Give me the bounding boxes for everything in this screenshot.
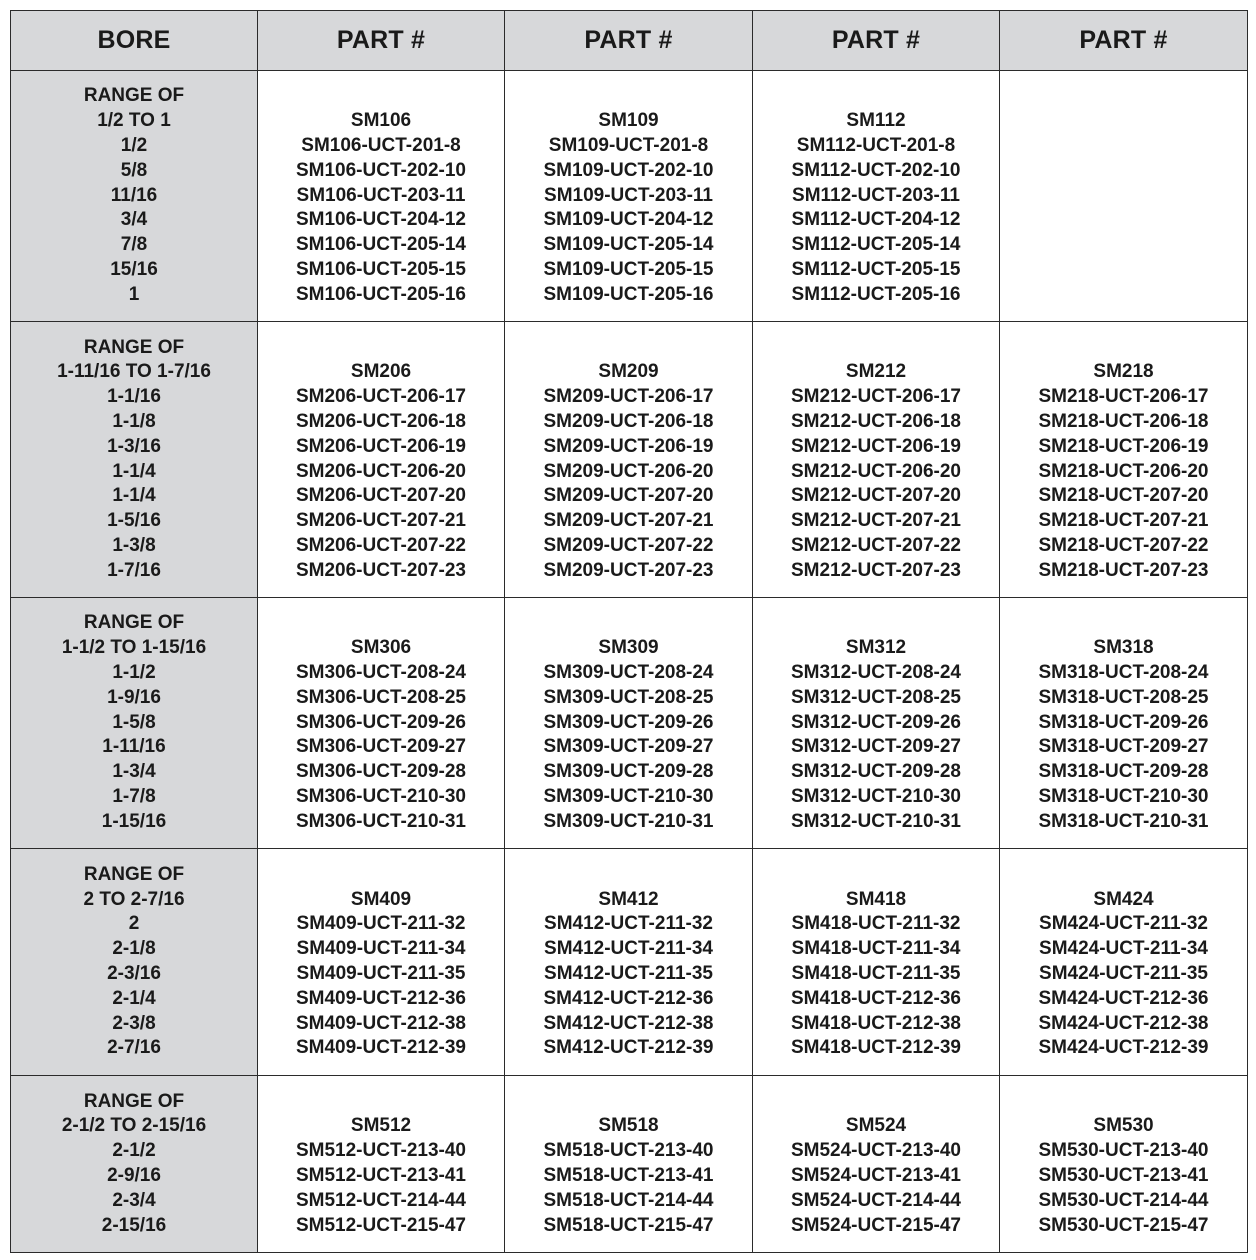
part-number: SM306-UCT-209-27 [295, 736, 467, 758]
bore-size: 11/16 [110, 184, 158, 206]
bore-size: 2 [128, 913, 140, 935]
part-number: SM312-UCT-210-30 [790, 785, 962, 807]
part-cell [258, 1076, 505, 1253]
bore-cell [11, 71, 258, 322]
bore-cell [11, 322, 258, 598]
range-label: RANGE OF [83, 1090, 185, 1112]
header-row [11, 11, 1248, 71]
part-cell [753, 598, 1000, 849]
part-number: SM518-UCT-215-47 [543, 1214, 714, 1236]
part-number: SM306-UCT-208-25 [295, 686, 467, 708]
part-number: SM424-UCT-211-34 [1039, 938, 1208, 960]
part-cell [258, 849, 505, 1076]
part-number: SM112-UCT-205-15 [791, 258, 961, 280]
part-number: SM424-UCT-211-32 [1039, 913, 1208, 935]
part-number: SM312-UCT-210-31 [790, 810, 962, 832]
part-number: SM409-UCT-211-32 [296, 913, 466, 935]
part-number: SM212-UCT-206-20 [790, 460, 962, 482]
bore-size: 1-15/16 [101, 810, 167, 832]
series-name: SM418 [845, 888, 907, 910]
part-number: SM412-UCT-212-38 [543, 1012, 714, 1034]
bore-size: 1-1/8 [112, 410, 156, 432]
header-part-1: PART # [258, 11, 505, 71]
bore-size: 2-15/16 [101, 1214, 167, 1236]
part-number: SM424-UCT-212-39 [1038, 1037, 1209, 1059]
part-number: SM424-UCT-212-38 [1038, 1012, 1209, 1034]
part-number: SM309-UCT-209-27 [543, 736, 714, 758]
header-part-2: PART # [505, 11, 753, 71]
bore-size: 2-3/4 [112, 1189, 156, 1211]
bore-size: 2-9/16 [107, 1165, 161, 1186]
series-name: SM524 [845, 1115, 907, 1137]
header-part-4: PART # [1000, 11, 1248, 71]
part-number: SM218-UCT-207-20 [1038, 485, 1209, 507]
part-number: SM424-UCT-211-35 [1039, 963, 1208, 984]
part-number: SM206-UCT-206-18 [295, 410, 467, 432]
part-number: SM512-UCT-213-40 [295, 1140, 467, 1162]
header-bore: BORE [11, 11, 258, 71]
range-label: RANGE OF [83, 612, 185, 634]
part-number: SM318-UCT-209-26 [1038, 711, 1209, 733]
series-name: SM206 [350, 361, 412, 383]
part-number: SM512-UCT-214-44 [295, 1189, 467, 1211]
table-row [11, 1076, 1248, 1253]
part-number: SM312-UCT-208-25 [790, 686, 962, 708]
part-number: SM106-UCT-202-10 [295, 159, 467, 181]
part-number: SM206-UCT-206-19 [295, 435, 467, 457]
series-name: SM218 [1093, 361, 1154, 383]
part-number: SM418-UCT-212-38 [790, 1012, 962, 1034]
part-number: SM530-UCT-213-40 [1038, 1140, 1209, 1162]
bore-size: 2-1/8 [112, 938, 156, 960]
series-name: SM409 [350, 888, 412, 910]
part-number: SM212-UCT-206-17 [790, 386, 962, 408]
part-number: SM109-UCT-203-11 [544, 184, 713, 206]
part-number: SM524-UCT-215-47 [790, 1214, 962, 1236]
part-number: SM106-UCT-201-8 [301, 135, 461, 156]
part-number: SM530-UCT-213-41 [1038, 1165, 1209, 1186]
part-cell [1000, 849, 1248, 1076]
part-number: SM106-UCT-205-14 [295, 234, 467, 256]
part-number: SM518-UCT-213-40 [543, 1140, 714, 1162]
part-number: SM218-UCT-207-23 [1038, 559, 1209, 581]
part-number: SM209-UCT-206-19 [543, 435, 714, 457]
series-name: SM312 [845, 637, 907, 659]
range-span: 1-11/16 TO 1-7/16 [57, 361, 211, 383]
part-number: SM112-UCT-205-14 [791, 234, 961, 256]
part-number: SM418-UCT-212-39 [790, 1037, 962, 1059]
part-number: SM218-UCT-206-17 [1038, 386, 1209, 408]
part-number: SM218-UCT-206-18 [1038, 410, 1209, 432]
part-number: SM109-UCT-205-16 [543, 283, 714, 305]
part-number: SM209-UCT-206-17 [543, 386, 714, 408]
part-number: SM212-UCT-207-21 [790, 510, 962, 532]
part-number: SM309-UCT-209-26 [543, 711, 714, 733]
part-number: SM409-UCT-212-39 [295, 1037, 467, 1059]
part-number: SM109-UCT-205-14 [543, 234, 714, 256]
part-number: SM218-UCT-206-19 [1038, 435, 1209, 457]
part-number: SM206-UCT-206-17 [295, 386, 467, 408]
part-cell [753, 322, 1000, 598]
part-number: SM209-UCT-207-22 [543, 534, 714, 556]
bore-size: 1/2 [120, 135, 148, 156]
part-number: SM309-UCT-210-31 [543, 810, 714, 832]
part-number: SM312-UCT-209-28 [790, 761, 962, 783]
bore-size: 1-5/8 [112, 711, 156, 733]
bore-size: 15/16 [110, 258, 158, 280]
part-number: SM106-UCT-204-12 [295, 209, 467, 231]
part-number: SM418-UCT-211-35 [791, 963, 961, 984]
part-number: SM312-UCT-209-26 [790, 711, 962, 733]
part-number: SM418-UCT-212-36 [790, 987, 962, 1009]
table-body [11, 71, 1248, 1253]
bore-cell [11, 1076, 258, 1253]
bore-size: 1-3/4 [112, 761, 156, 783]
part-number: SM524-UCT-214-44 [790, 1189, 962, 1211]
bore-size: 1-5/16 [107, 510, 161, 532]
part-number: SM512-UCT-213-41 [295, 1165, 467, 1186]
bore-size: 1-1/4 [112, 460, 156, 482]
table-row [11, 849, 1248, 1076]
series-name: SM306 [350, 637, 412, 659]
part-cell [1000, 71, 1248, 322]
range-span: 2-1/2 TO 2-15/16 [61, 1115, 207, 1137]
bore-size: 1-1/4 [112, 485, 156, 507]
part-number: SM418-UCT-211-32 [791, 913, 961, 935]
series-name: SM109 [598, 110, 659, 132]
part-cell [505, 1076, 753, 1253]
part-number: SM418-UCT-211-34 [791, 938, 961, 960]
bore-cell [11, 598, 258, 849]
part-number: SM409-UCT-212-36 [295, 987, 467, 1009]
part-number: SM524-UCT-213-41 [790, 1165, 962, 1186]
part-number: SM206-UCT-207-20 [295, 485, 467, 507]
part-number: SM218-UCT-207-21 [1038, 510, 1209, 532]
bore-size: 2-7/16 [107, 1037, 161, 1059]
part-number: SM206-UCT-207-21 [295, 510, 467, 532]
bore-size: 1 [128, 283, 140, 305]
bore-size: 1-3/8 [112, 534, 156, 556]
part-cell [753, 71, 1000, 322]
part-number: SM412-UCT-211-32 [544, 913, 713, 935]
range-span: 2 TO 2-7/16 [83, 888, 185, 910]
part-number: SM212-UCT-206-19 [790, 435, 962, 457]
part-number: SM530-UCT-215-47 [1038, 1214, 1209, 1236]
part-number: SM106-UCT-203-11 [296, 184, 466, 206]
part-number: SM409-UCT-211-35 [296, 963, 466, 984]
series-name: SM112 [846, 110, 906, 132]
bore-size: 2-1/4 [112, 987, 156, 1009]
part-cell [505, 322, 753, 598]
table-row [11, 322, 1248, 598]
part-number: SM218-UCT-206-20 [1038, 460, 1209, 482]
part-number: SM112-UCT-201-8 [796, 135, 956, 156]
part-number: SM212-UCT-207-20 [790, 485, 962, 507]
part-number: SM412-UCT-211-34 [544, 938, 713, 960]
part-number: SM212-UCT-206-18 [790, 410, 962, 432]
part-number: SM309-UCT-210-30 [543, 785, 714, 807]
series-name: SM412 [598, 888, 659, 910]
bore-size: 1-1/16 [107, 386, 161, 408]
table-row [11, 598, 1248, 849]
series-name: SM209 [598, 361, 659, 383]
part-number: SM106-UCT-205-16 [295, 283, 467, 305]
part-number: SM518-UCT-214-44 [543, 1189, 714, 1211]
part-number: SM409-UCT-211-34 [296, 938, 466, 960]
part-number: SM306-UCT-209-28 [295, 761, 467, 783]
part-number: SM318-UCT-208-25 [1038, 686, 1209, 708]
part-number: SM112-UCT-202-10 [791, 159, 961, 181]
part-number: SM312-UCT-208-24 [790, 662, 962, 683]
part-number: SM212-UCT-207-22 [790, 534, 962, 556]
part-cell [258, 598, 505, 849]
part-number: SM306-UCT-210-31 [295, 810, 467, 832]
part-number: SM209-UCT-206-20 [543, 460, 714, 482]
series-name: SM318 [1093, 637, 1154, 659]
part-number: SM412-UCT-212-36 [543, 987, 714, 1009]
table-row [11, 71, 1248, 322]
part-cell [258, 322, 505, 598]
part-number: SM512-UCT-215-47 [295, 1214, 467, 1236]
bore-size: 2-3/16 [107, 963, 161, 984]
series-name: SM309 [598, 637, 659, 659]
bore-size: 3/4 [120, 209, 148, 231]
series-name: SM530 [1093, 1115, 1154, 1137]
part-number: SM209-UCT-207-20 [543, 485, 714, 507]
part-number: SM112-UCT-205-16 [791, 283, 961, 305]
range-label: RANGE OF [83, 336, 185, 358]
series-name: SM512 [350, 1115, 412, 1137]
part-number: SM109-UCT-204-12 [543, 209, 714, 231]
bore-cell [11, 849, 258, 1076]
series-name: SM106 [350, 110, 412, 132]
part-number: SM318-UCT-208-24 [1038, 662, 1209, 683]
range-label: RANGE OF [83, 863, 185, 885]
part-cell [258, 71, 505, 322]
part-cell [505, 71, 753, 322]
bore-size: 5/8 [120, 159, 148, 181]
part-number: SM524-UCT-213-40 [790, 1140, 962, 1162]
series-name: SM212 [845, 361, 907, 383]
part-number: SM309-UCT-209-28 [543, 761, 714, 783]
part-number: SM112-UCT-204-12 [791, 209, 961, 231]
part-cell [1000, 322, 1248, 598]
part-number: SM306-UCT-210-30 [295, 785, 467, 807]
bore-size: 2-1/2 [112, 1140, 156, 1162]
part-number: SM409-UCT-212-38 [295, 1012, 467, 1034]
part-number: SM318-UCT-210-31 [1038, 810, 1209, 832]
bore-part-table [10, 10, 1248, 1253]
part-number: SM206-UCT-207-22 [295, 534, 467, 556]
part-number: SM309-UCT-208-25 [543, 686, 714, 708]
part-number: SM218-UCT-207-22 [1038, 534, 1209, 556]
part-number: SM112-UCT-203-11 [792, 184, 960, 206]
header-part-3: PART # [753, 11, 1000, 71]
part-number: SM212-UCT-207-23 [790, 559, 962, 581]
table-header [11, 11, 1248, 71]
part-number: SM106-UCT-205-15 [295, 258, 467, 280]
series-name: SM518 [598, 1115, 659, 1137]
bore-size: 1-11/16 [102, 736, 166, 758]
part-number: SM109-UCT-205-15 [543, 258, 714, 280]
part-number: SM530-UCT-214-44 [1038, 1189, 1209, 1211]
part-number: SM306-UCT-208-24 [295, 662, 467, 683]
part-number: SM318-UCT-210-30 [1038, 785, 1209, 807]
bore-size: 1-3/16 [107, 435, 161, 457]
bore-size: 2-3/8 [112, 1012, 156, 1034]
part-number: SM318-UCT-209-28 [1038, 761, 1209, 783]
part-cell [753, 849, 1000, 1076]
part-number: SM424-UCT-212-36 [1038, 987, 1209, 1009]
part-cell [1000, 1076, 1248, 1253]
part-number: SM309-UCT-208-24 [543, 662, 714, 683]
part-number: SM206-UCT-206-20 [295, 460, 467, 482]
range-label: RANGE OF [83, 85, 185, 107]
bore-size: 1-9/16 [107, 686, 161, 708]
part-number: SM209-UCT-206-18 [543, 410, 714, 432]
part-number: SM109-UCT-202-10 [543, 159, 714, 181]
range-span: 1/2 TO 1 [97, 110, 171, 132]
bore-size: 1-7/16 [107, 559, 161, 581]
part-cell [753, 1076, 1000, 1253]
part-number: SM306-UCT-209-26 [295, 711, 467, 733]
part-number: SM412-UCT-211-35 [544, 963, 713, 984]
part-number: SM209-UCT-207-23 [543, 559, 714, 581]
part-number: SM206-UCT-207-23 [295, 559, 467, 581]
bore-size: 1-7/8 [112, 785, 156, 807]
part-number: SM412-UCT-212-39 [543, 1037, 714, 1059]
part-number: SM209-UCT-207-21 [543, 510, 714, 532]
part-cell [505, 849, 753, 1076]
range-span: 1-1/2 TO 1-15/16 [61, 637, 207, 659]
part-number: SM518-UCT-213-41 [543, 1165, 714, 1186]
series-name: SM424 [1093, 888, 1154, 910]
part-cell [1000, 598, 1248, 849]
part-number: SM312-UCT-209-27 [790, 736, 962, 758]
part-number: SM318-UCT-209-27 [1038, 736, 1209, 758]
part-number: SM109-UCT-201-8 [548, 135, 709, 156]
part-cell [505, 598, 753, 849]
bore-size: 1-1/2 [112, 662, 156, 683]
bore-size: 7/8 [120, 234, 148, 256]
